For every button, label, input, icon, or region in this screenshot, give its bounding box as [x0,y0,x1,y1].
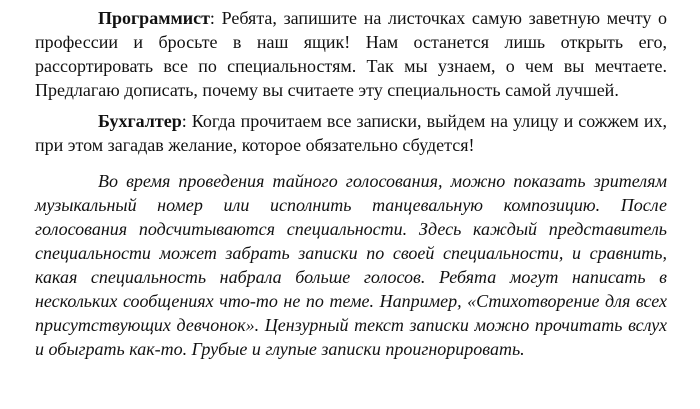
programmer-paragraph [35,6,667,102]
speaker-name: Бухгалтер [98,111,182,132]
paragraph-text: : Ребята, запишите на листочках самую заветную мечту о профессии и бросьте в наш ящик! Нам останется лишь открыть его, рассортировать все по специальностям. Так мы узнаем, о чем вы мечтаете. Предлагаю дописать, почему вы считаете эту специальность самой лучшей. [35,8,667,101]
paragraph-text: Во время проведения тайного голосования, можно показать зрителям музыкальный номер или исполнить танцевальную композицию. После голосования подсчитываются специальности. Здесь каждый представитель специальности может забрать записки по своей специальности, и сравнить, какая специальность набрала больше голосов. Ребята могут написать в нескольких сообщениях что-то не по теме. Например, «Стихотворение для всех присутствующих девчонок». Цензурный текст записки можно прочитать вслух и обыграть как-то. Грубые и глупые записки проигнорировать. [35,170,667,360]
stage-direction-paragraph [35,169,667,362]
speaker-name: Программист [98,8,210,28]
paragraph-text: : Когда прочитаем все записки, выйдем на улицу и сожжем их, при этом загадав желание, которое обязательно сбудется! [35,111,667,156]
accountant-paragraph [35,109,667,157]
document-page [35,6,667,368]
